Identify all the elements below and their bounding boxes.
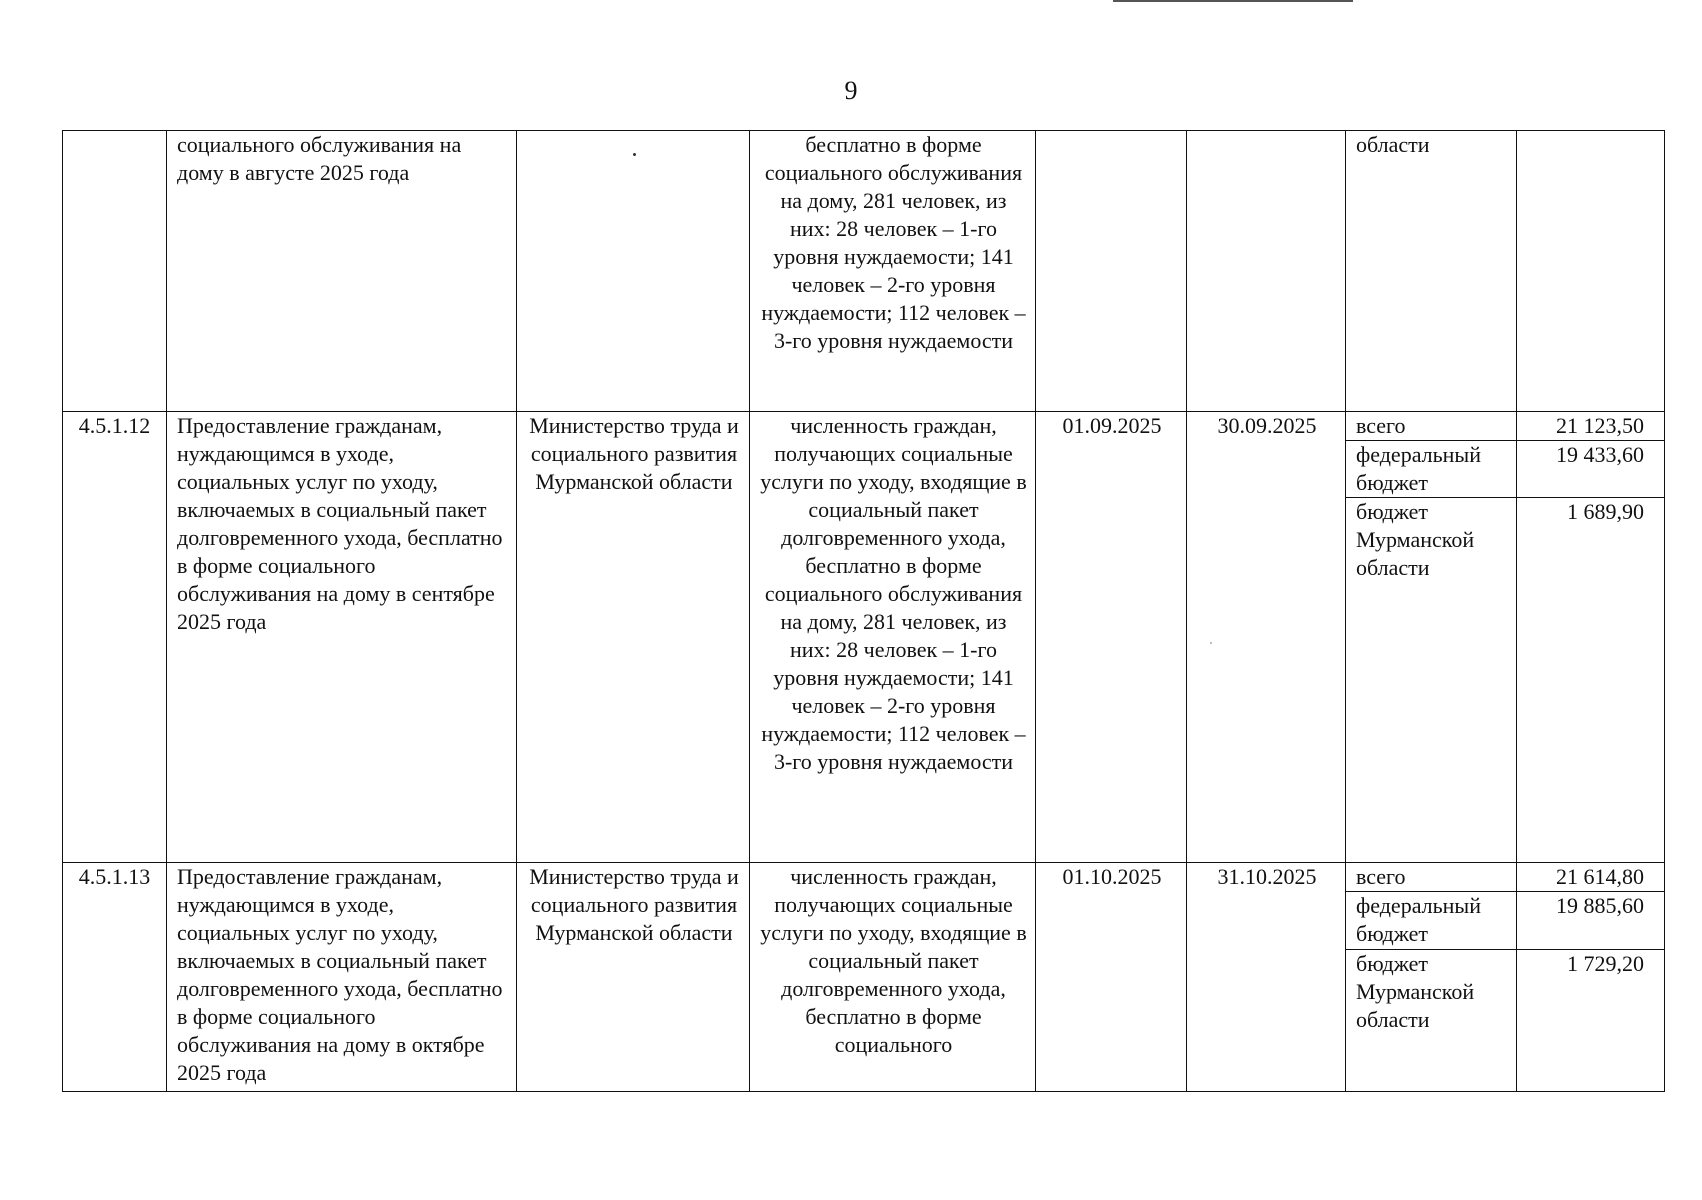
cell-name: социального обслуживания на дому в августе 2025 года — [167, 131, 517, 412]
cell-start: 01.10.2025 — [1036, 863, 1187, 1092]
scan-speck — [1210, 642, 1212, 644]
cell-executor: Министерство труда и социального развития Мурманской области — [517, 863, 750, 1092]
cell-funding-source: всего — [1346, 411, 1517, 440]
cell-funding-source: бюджет Мурманской области — [1346, 949, 1517, 1092]
cell-funding-amount: 19 433,60 — [1517, 440, 1665, 497]
cell-funding-amount — [1517, 131, 1665, 412]
table-row — [63, 863, 1665, 892]
cell-start: 01.09.2025 — [1036, 411, 1187, 862]
cell-end — [1187, 131, 1346, 412]
cell-end: 31.10.2025 — [1187, 863, 1346, 1092]
table-row-continuation — [63, 131, 1665, 412]
scan-dot — [633, 153, 636, 156]
cell-funding-amount: 21 614,80 — [1517, 863, 1665, 892]
cell-num — [63, 131, 167, 412]
cell-executor — [517, 131, 750, 412]
cell-name: Предоставление гражданам, нуждающимся в уходе, социальных услуг по уходу, включаемых в социальный пакет долговременного ухода, бесплатно в форме социального обслуживания на дому в октябре 2025 года — [167, 863, 517, 1092]
cell-funding-amount: 19 885,60 — [1517, 892, 1665, 949]
page-number: 9 — [844, 76, 858, 105]
header-rule — [1113, 0, 1353, 2]
cell-name: Предоставление гражданам, нуждающимся в уходе, социальных услуг по уходу, включаемых в социальный пакет долговременного ухода, бесплатно в форме социального обслуживания на дому в сентябре 2025 года — [167, 411, 517, 862]
cell-funding-amount: 1 729,20 — [1517, 949, 1665, 1092]
cell-funding-source: всего — [1346, 863, 1517, 892]
cell-indicator: численность граждан, получающих социальные услуги по уходу, входящие в социальный пакет долговременного ухода, бесплатно в форме социального обслуживания на дому, 281 человек, из них: 28 человек – 1-го уровня нуждаемости; 141 человек – 2-го уровня нуждаемости; 112 человек – 3-го уровня нуждаемости — [750, 411, 1036, 862]
measures-table — [62, 130, 1665, 1092]
cell-funding-amount: 1 689,90 — [1517, 498, 1665, 863]
cell-executor: Министерство труда и социального развития Мурманской области — [517, 411, 750, 862]
cell-num: 4.5.1.12 — [63, 411, 167, 862]
cell-num: 4.5.1.13 — [63, 863, 167, 1092]
cell-funding-source: области — [1346, 131, 1517, 412]
table-row — [63, 411, 1665, 440]
cell-start — [1036, 131, 1187, 412]
cell-funding-amount: 21 123,50 — [1517, 411, 1665, 440]
cell-funding-source: федеральный бюджет — [1346, 440, 1517, 497]
cell-funding-source: федеральный бюджет — [1346, 892, 1517, 949]
cell-indicator: бесплатно в форме социального обслуживания на дому, 281 человек, из них: 28 человек – 1-го уровня нуждаемости; 141 человек – 2-го уровня нуждаемости; 112 человек – 3-го уровня нуждаемости — [750, 131, 1036, 412]
cell-funding-source: бюджет Мурманской области — [1346, 498, 1517, 863]
cell-end: 30.09.2025 — [1187, 411, 1346, 862]
cell-indicator: численность граждан, получающих социальные услуги по уходу, входящие в социальный пакет долговременного ухода, бесплатно в форме социального — [750, 863, 1036, 1092]
